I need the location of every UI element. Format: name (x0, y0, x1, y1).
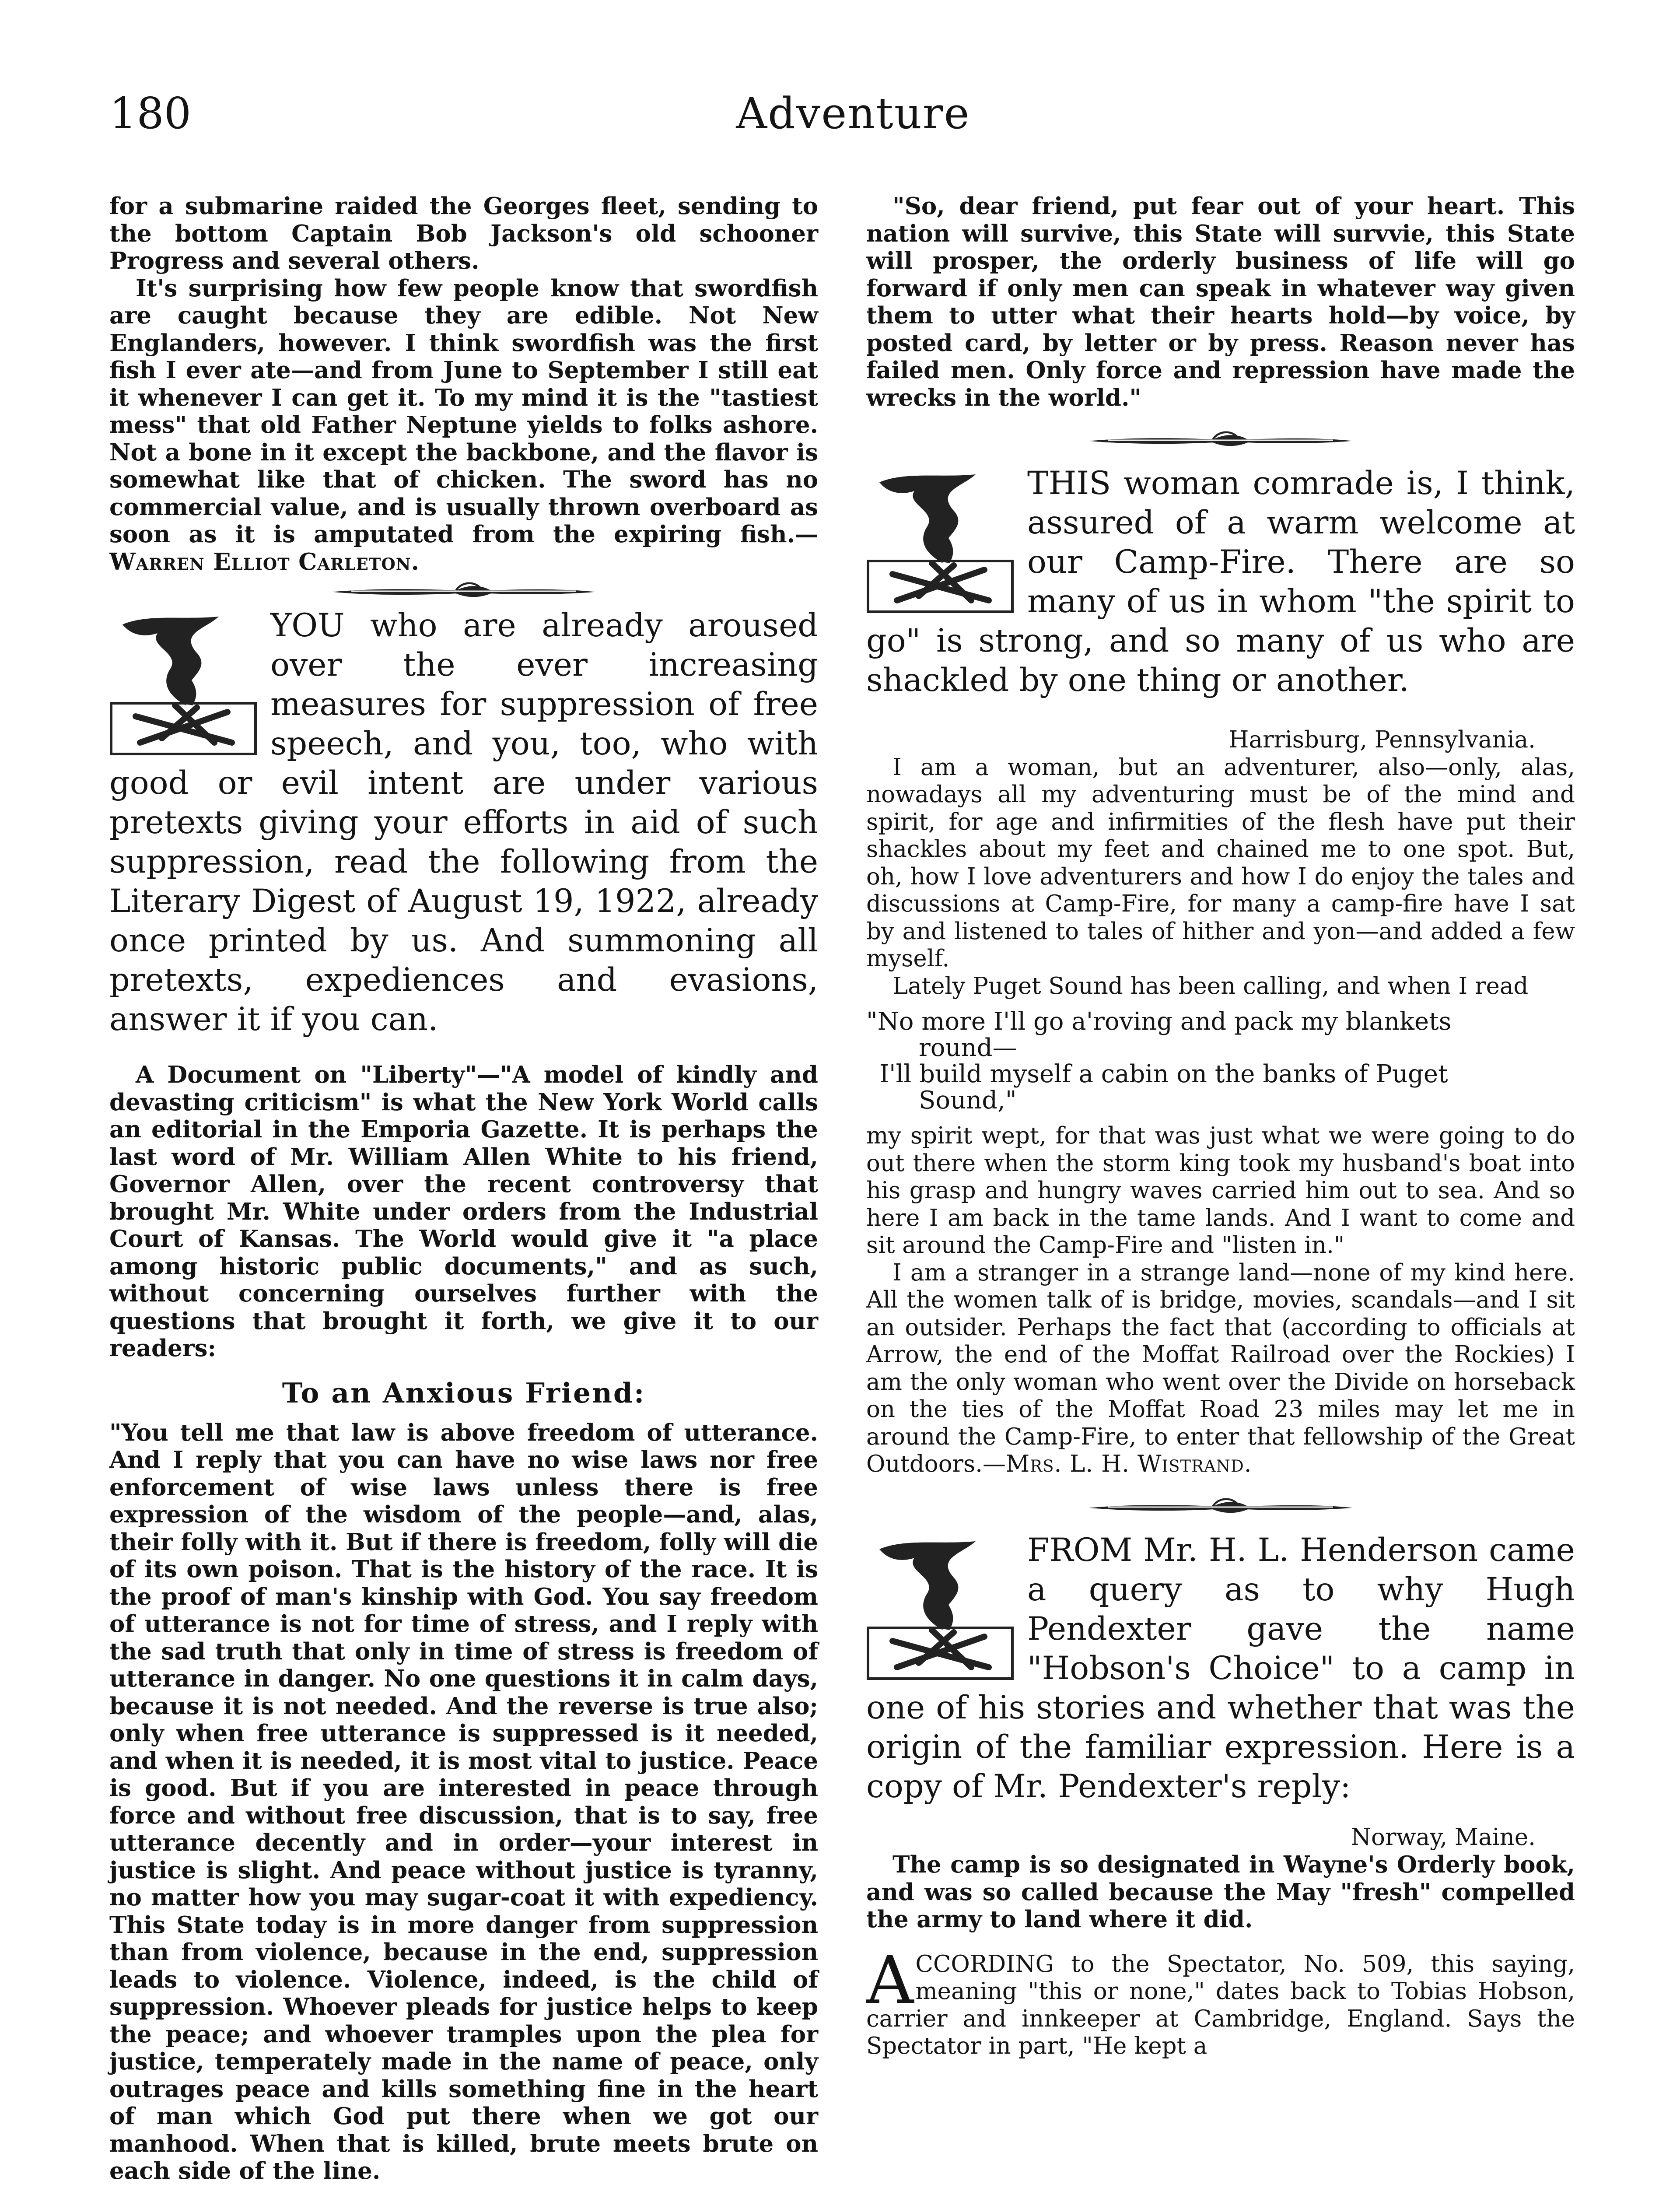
intro-woman-comrade (866, 464, 1575, 700)
paragraph-puget-sound: Lately Puget Sound has been calling, and when I read (892, 972, 1529, 999)
campfire-icon (109, 611, 258, 756)
verse-line: I'll build myself a cabin on the banks of Puget (879, 1060, 1448, 1088)
ornament-divider (1085, 1491, 1356, 1522)
signature-wistrand: Mrs. L. H. Wistrand. (1006, 1451, 1252, 1477)
right-column (866, 193, 1575, 2060)
dateline-harrisburg: Harrisburg, Pennsylvania. (1228, 726, 1536, 753)
letter-body: "You tell me that law is above freedom of utterance. And I reply that you can have no wise laws nor free enforcement of wise laws unless there is free expression of the wisdom of the people—and, alas, their folly with it. But if there is freedom, folly will die of its own poison. That is the history of the race. It is the proof of man's kinship with God. You say freedom of utterance is not for time of stress, and I reply with the sad truth that only in time of stress is freedom of utterance in danger. No one questions it in calm days, because it is not needed. And the reverse is true also; only when free utterance is suppressed is it needed, and when it is needed, it is most vital to justice. Peace is good. But if you are interested in peace through force and without free discussion, that is to say, free utterance decently and in order—your interest in justice is slight. And peace without justice is tyranny, no matter how you may sugar-coat it with expediency. This State today is in more danger from suppression than from violence, because in the end, suppression leads to violence. Violence, indeed, is the child of suppression. Whoever pleads for justice helps to keep the peace; and whoever tramples upon the plea for justice, temperately made in the name of peace, only outrages peace and kills something fine in the heart of man which God put there when we got our manhood. When that is killed, brute meets brute on each side of the line. (109, 1419, 818, 2184)
verse-line: Sound," (919, 1086, 1017, 1115)
subheading-anxious-friend: To an Anxious Friend: (282, 1376, 646, 1409)
paragraph-submarine: for a submarine raided the Georges fleet, sending to the bottom Captain Bob Jackson's old schooner Progress and several others. (109, 193, 818, 274)
verse-quote (866, 1009, 1575, 1114)
paragraph-document-liberty: A Document on "Liberty"—"A model of kindly and devasting criticism" is what the New York World calls an editorial in the Emporia Gazette. It is perhaps the last word of Mr. William Allen White to his friend, Governor Allen, over the recent controversy that brought Mr. White under orders from the Industrial Court of Kansas. The World would give it "a place among historic public documents," and as such, without concerning ourselves further with the questions that brought it forth, we give it to our readers: (109, 1061, 818, 1362)
stranger-text: I am a stranger in a strange land—none of my kind here. All the women talk of is bridge, movies, scandals—and I sit an outsider. Perhaps the fact that (according to officials at Arrow, the end of the Moffat Railroad over the Rockies) I am the only woman who went over the Divide on horseback on the ties of the Moffat Road 23 miles may let me in around the Camp-Fire, to enter that fellowship of the Great Outdoors.— (866, 1259, 1575, 1477)
drop-cap-a: A (866, 1942, 914, 2019)
intro-woman-comrade-text: THIS woman comrade is, I think, assured of a warm welcome at our Camp-Fire. There are so many of us in whom "the spirit to go" is strong, and so many of us who are shackled by one thing or another. (866, 465, 1575, 699)
left-column (109, 193, 818, 2185)
swordfish-text: It's surprising how few people know that swordfish are caught because they are edible. Not New Englanders, however. I think swordfish was the first fish I ever ate—and from June to September I still eat it whenever I can get it. To my mind it is the "tastiest mess" that old Father Neptune yields to folks ashore. Not a bone in it except the backbone, and the flavor is somewhat like that of chicken. The sword has no commercial value, and is usually thrown overboard as soon as it is amputated from the expiring fish.— (109, 274, 818, 548)
according-text: CCORDING to the Spectator, No. 509, this saying, meaning "this or none," dates back to Tobias Hobson, carrier and innkeeper at Cambridge, England. Says the Spectator in part, "He kept a (866, 1950, 1575, 2059)
verse-line: round— (919, 1034, 1017, 1062)
page-header (109, 88, 1597, 153)
letter-conclusion: "So, dear friend, put fear out of your heart. This nation will survive, this State will survvie, this State will prosper, the orderly business of life will go forward if only men can speak in whatever way given them to utter what their hearts hold—by voice, by posted card, by letter or by press. Reason never has failed men. Only force and repression have made the wrecks in the world." (866, 193, 1575, 411)
ornament-divider (328, 575, 599, 606)
campfire-icon (866, 1536, 1015, 1680)
ornament-divider (1085, 424, 1356, 455)
intro-free-speech (109, 606, 818, 1039)
campfire-icon (866, 469, 1015, 614)
signature-carleton: Warren Elliot Carleton. (109, 548, 420, 575)
paragraph-spirit-wept: my spirit wept, for that was just what we were going to do out there when the storm king took my husband's boat into his grasp and hungry waves carried him out to sea. And so here I am back in the tame lands. And I want to come and sit around the Camp-Fire and "listen in." (866, 1122, 1575, 1259)
intro-hobsons-choice-text: FROM Mr. H. L. Henderson came a query as to why Hugh Pendexter gave the name "Hobson's Choice" to a camp in one of his stories and whether that was the origin of the familiar expression. Here is a copy of Mr. Pendexter's reply: (866, 1531, 1575, 1805)
paragraph-swordfish (109, 275, 818, 576)
paragraph-orderly-book: The camp is so designated in Wayne's Orderly book, and was so called because the May "fresh" compelled the army to land where it did. (866, 1851, 1575, 1933)
page-number: 180 (109, 89, 192, 139)
running-head: Adventure (736, 89, 970, 139)
intro-free-speech-text: YOU who are already aroused over the ever increasing measures for suppression of free speech, and you, too, who with good or evil intent are under various pretexts giving your efforts in aid of such suppression, read the following from the Literary Digest of August 19, 1922, already once printed by us. And summoning all pretexts, expediences and evasions, answer it if you can. (109, 607, 818, 1038)
verse-line: "No more I'll go a'roving and pack my blankets (866, 1007, 1452, 1036)
paragraph-stranger (866, 1259, 1575, 1478)
intro-hobsons-choice (866, 1531, 1575, 1806)
dateline-norway: Norway, Maine. (1351, 1823, 1536, 1851)
paragraph-adventurer: I am a woman, but an adventurer, also—only, alas, nowadays all my adventuring must be of the mind and spirit, for age and infirmities of the flesh have put their shackles about my feet and chained me to one spot. But, oh, how I love adventurers and how I do enjoy the tales and discussions at Camp-Fire, for many a camp-fire have I sat by and listened to tales of hither and yon—and added a few myself. (866, 754, 1575, 972)
paragraph-according (866, 1942, 1575, 2060)
